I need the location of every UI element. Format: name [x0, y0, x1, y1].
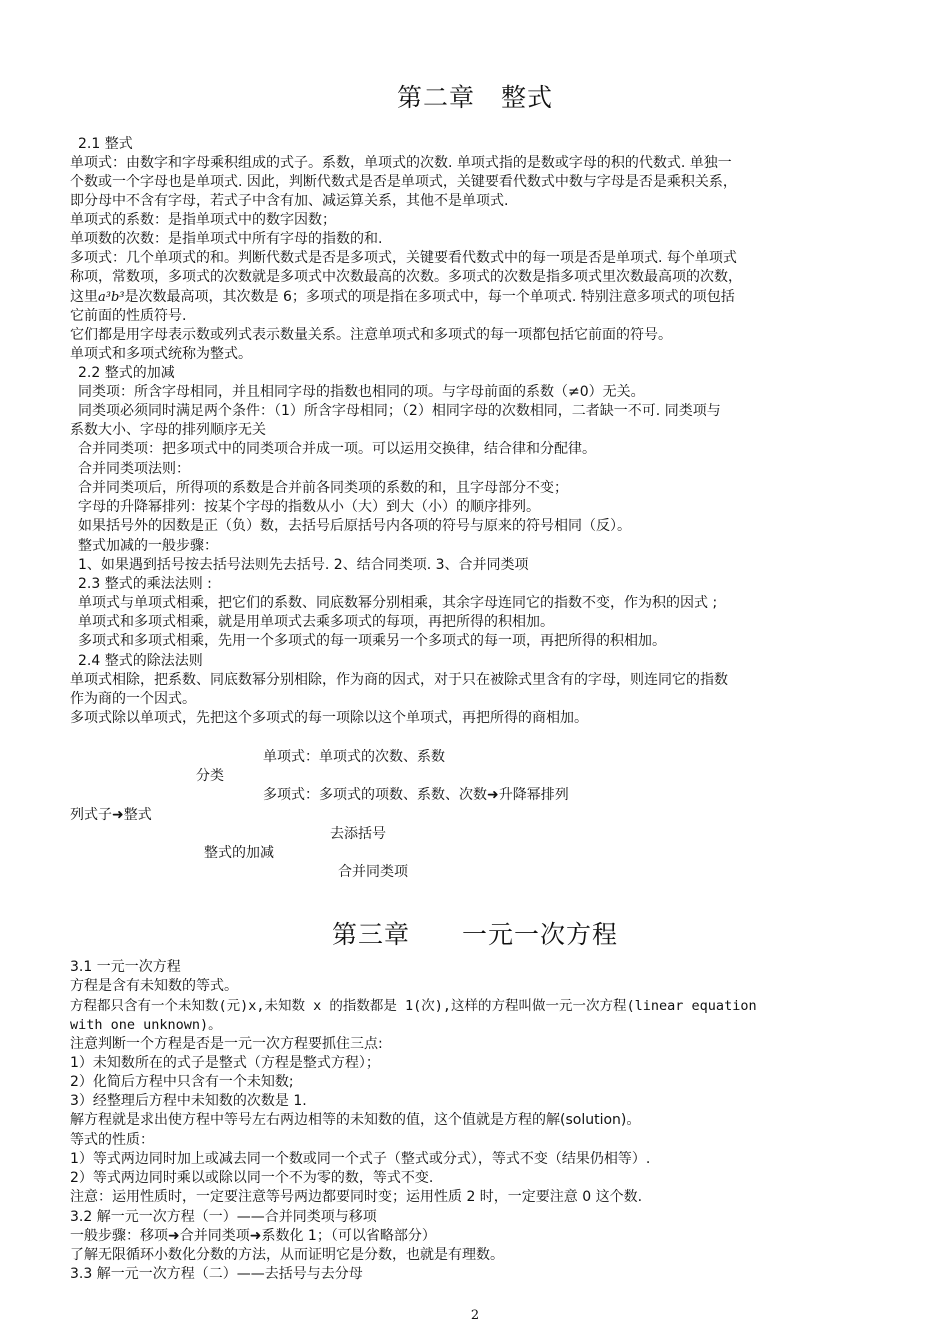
text-line: 单项式：由数字和字母乘积组成的式子。系数，单项式的次数. 单项式指的是数或字母的积的代数式. 单独一 [70, 155, 732, 171]
section-3-2-heading: 3.2 解一元一次方程（一）——合并同类项与移项 [70, 1209, 377, 1225]
text-line: 同类项：所含字母相同，并且相同字母的指数也相同的项。与字母前面的系数（≠0）无关。 [78, 384, 645, 400]
text-line: 同类项必须同时满足两个条件：（1）所含字母相同；（2）相同字母的次数相同，二者缺一不可. 同类项与 [78, 403, 721, 419]
text-line: 解方程就是求出使方程中等号左右两边相等的未知数的值，这个值就是方程的解(solution)。 [70, 1112, 641, 1128]
section-3-3-heading: 3.3 解一元一次方程（二）——去括号与去分母 [70, 1266, 363, 1282]
text-line: 它前面的性质符号. [70, 308, 187, 324]
section-2-4-heading: 2.4 整式的除法法则 [78, 653, 203, 669]
text-line: 多项式和多项式相乘，先用一个多项式的每一项乘另一个多项式的每一项，再把所得的积相加。 [78, 633, 666, 649]
text-line: 等式的性质： [70, 1132, 154, 1148]
outline-root: 列式子➜整式 [70, 807, 152, 823]
text-line: 即分母中不含有字母，若式子中含有加、减运算关系，其他不是单项式. [70, 193, 509, 209]
text-line: 多项式除以单项式，先把这个多项式的每一项除以这个单项式，再把所得的商相加。 [70, 710, 588, 726]
text-line: 注意判断一个方程是否是一元一次方程要抓住三点: [70, 1036, 383, 1052]
text-line: 1）等式两边同时加上或减去同一个数或同一个式子（整式或分式），等式不变（结果仍相等）. [70, 1151, 651, 1167]
text-line: 一般步骤：移项➜合并同类项➜系数化 1；（可以省略部分） [70, 1228, 436, 1244]
section-3-1-heading: 3.1 一元一次方程 [70, 959, 181, 975]
text-line: 单项数的次数：是指单项式中所有字母的指数的和. [70, 231, 383, 247]
text-line: 单项式相除，把系数、同底数幂分别相除，作为商的因式，对于只在被除式里含有的字母，则连同它的指数 [70, 672, 728, 688]
inline-rest: 是次数最高项，其次数是 6；多项式的项是指在多项式中，每一个单项式. 特别注意多项式的项包括 [124, 289, 735, 305]
text-line: 字母的升降幂排列：按某个字母的指数从小（大）到大（小）的顺序排列。 [78, 499, 540, 515]
text-line: 称项，常数项，多项式的次数就是多项式中次数最高的次数。多项式的次数是指多项式里次数最高项的次数， [70, 269, 742, 285]
text-line: 单项式与单项式相乘，把它们的系数、同底数幂分别相乘，其余字母连同它的指数不变，作为积的因式 ; [78, 595, 718, 611]
formula-a3b3: a³b³ [98, 290, 125, 305]
text-line: 3）经整理后方程中未知数的次数是 1. [70, 1093, 307, 1109]
text-line: 作为商的一个因式。 [70, 691, 196, 707]
text-line: 2）等式两边同时乘以或除以同一个不为零的数，等式不变. [70, 1170, 434, 1186]
text-line: 单项式的系数：是指单项式中的数字因数； [70, 212, 336, 228]
text-line: 方程都只含有一个未知数(元)x,未知数 x 的指数都是 1(次),这样的方程叫做一元一次方程(linear equation [70, 998, 757, 1014]
outline-add-sub: 整式的加减 [204, 845, 274, 861]
text-line: 注意：运用性质时，一定要注意等号两边都要同时变；运用性质 2 时，一定要注意 0 这个数. [70, 1189, 643, 1205]
text-line: 单项式和多项式统称为整式。 [70, 346, 252, 362]
text-line: 它们都是用字母表示数或列式表示数量关系。注意单项式和多项式的每一项都包括它前面的符号。 [70, 327, 672, 343]
chapter3-title: 第三章 一元一次方程 [331, 920, 618, 949]
section-2-2-heading: 2.2 整式的加减 [78, 365, 175, 381]
outline-classify: 分类 [196, 768, 224, 784]
outline-monomial: 单项式：单项式的次数、系数 [263, 749, 445, 765]
text-line: 单项式和多项式相乘，就是用单项式去乘多项式的每项，再把所得的积相加。 [78, 614, 554, 630]
text-line: 个数或一个字母也是单项式. 因此，判断代数式是否是单项式，关键要看代数式中数与字母是否是乘积关系， [70, 174, 737, 190]
text-line: 1、如果遇到括号按去括号法则先去括号. 2、结合同类项. 3、合并同类项 [78, 557, 529, 573]
outline-combine-like: 合并同类项 [338, 864, 408, 880]
text-line: 合并同类项后，所得项的系数是合并前各同类项的系数的和，且字母部分不变； [78, 480, 568, 496]
page-number: 2 [470, 1308, 480, 1323]
chapter2-title: 第二章 整式 [396, 83, 553, 112]
section-2-3-heading: 2.3 整式的乘法法则 : [78, 576, 212, 592]
text-line: with one unknown)。 [70, 1017, 222, 1033]
text-line: 系数大小、字母的排列顺序无关 [70, 422, 266, 438]
text-line: 合并同类项：把多项式中的同类项合并成一项。可以运用交换律，结合律和分配律。 [78, 441, 596, 457]
text-line: 了解无限循环小数化分数的方法，从而证明它是分数，也就是有理数。 [70, 1247, 504, 1263]
text-line: 2）化简后方程中只含有一个未知数; [70, 1074, 294, 1090]
outline-remove-brackets: 去添括号 [330, 826, 386, 842]
inline-prefix: 这里 [70, 289, 98, 305]
text-line: 1）未知数所在的式子是整式（方程是整式方程）； [70, 1055, 380, 1071]
text-line-with-formula [70, 288, 735, 307]
section-2-1-heading: 2.1 整式 [78, 136, 133, 152]
outline-polynomial: 多项式：多项式的项数、系数、次数➜升降幂排列 [263, 787, 569, 803]
text-line: 合并同类项法则： [78, 461, 190, 477]
text-line: 多项式：几个单项式的和。判断代数式是否是多项式，关键要看代数式中的每一项是否是单项式. 每个单项式 [70, 250, 737, 266]
text-line: 整式加减的一般步骤： [78, 538, 218, 554]
text-line: 如果括号外的因数是正（负）数，去括号后原括号内各项的符号与原来的符号相同（反）。 [78, 518, 631, 534]
text-line: 方程是含有未知数的等式。 [70, 978, 238, 994]
